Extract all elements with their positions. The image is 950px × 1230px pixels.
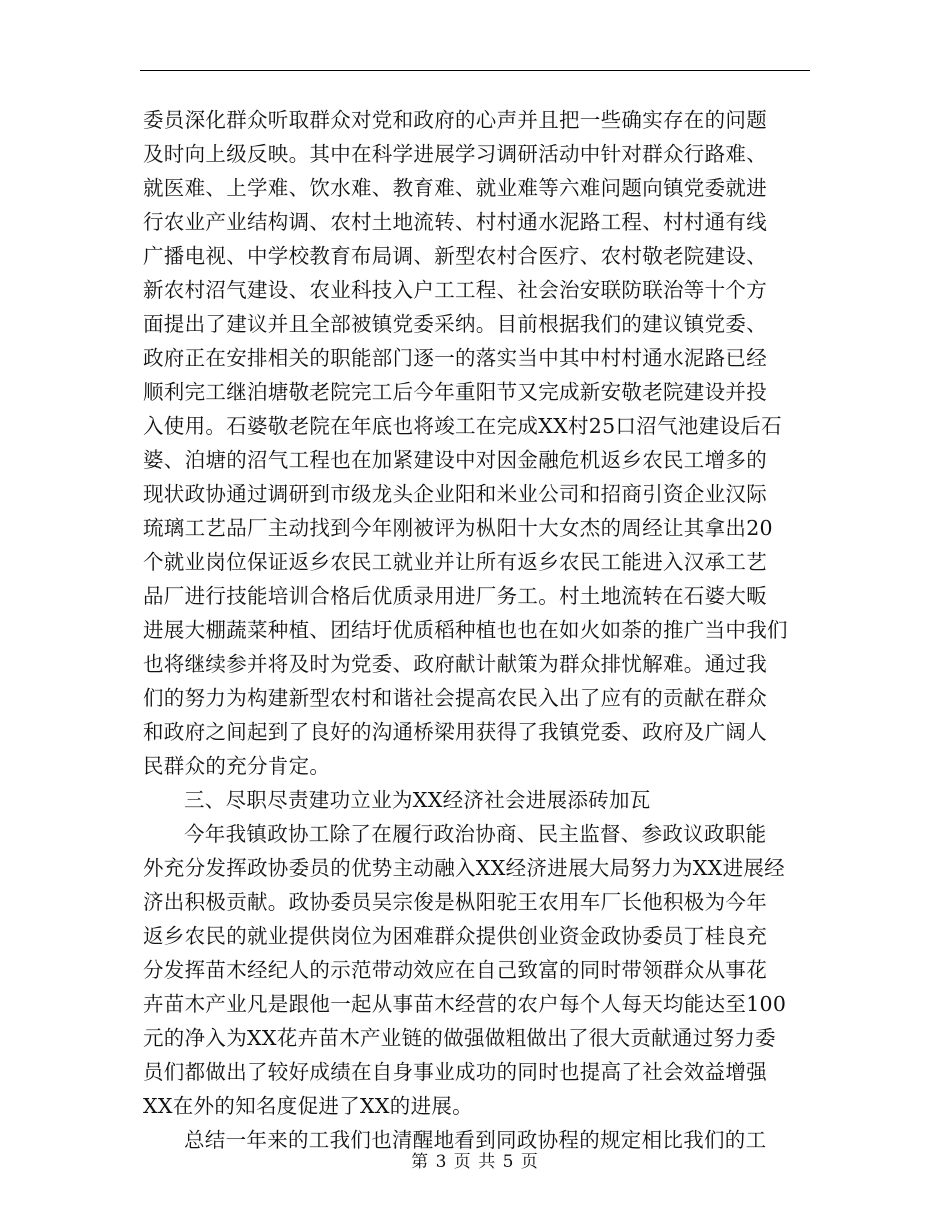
- text-line: 新农村沼气建设、农业科技入户工工程、社会治安联防联治等十个方: [143, 278, 767, 302]
- section-heading: 三、尽职尽责建功立业为XX经济社会进展添砖加瓦: [184, 788, 651, 812]
- text-line: 顺利完工继泊塘敬老院完工后今年重阳节又完成新安敬老院建设并投: [143, 380, 767, 404]
- text-line: 现状政协通过调研到市级龙头企业阳和米业公司和招商引资企业汉际: [143, 482, 767, 506]
- text-line: 品厂进行技能培训合格后优质录用进厂务工。村土地流转在石婆大畈: [143, 584, 767, 608]
- text-line: 就医难、上学难、饮水难、教育难、就业难等六难问题向镇党委就进: [143, 176, 767, 200]
- text-line: 入使用。石婆敬老院在年底也将竣工在完成XX村25口沼气池建设后石: [143, 414, 782, 438]
- text-line: 元的净入为XX花卉苗木产业链的做强做粗做出了很大贡献通过努力委: [143, 1026, 776, 1050]
- text-line: 琉璃工艺品厂主动找到今年刚被评为枞阳十大女杰的周经让其拿出20: [143, 516, 773, 540]
- text-line: 面提出了建议并且全部被镇党委采纳。目前根据我们的建议镇党委、: [143, 312, 767, 336]
- text-line: 也将继续参并将及时为党委、政府献计献策为群众排忧解难。通过我: [143, 652, 767, 676]
- text-line: 济出积极贡献。政协委员吴宗俊是枞阳驼王农用车厂长他积极为今年: [143, 890, 767, 914]
- text-line: 委员深化群众听取群众对党和政府的心声并且把一些确实存在的问题: [143, 108, 767, 132]
- text-line: 民群众的充分肯定。: [143, 754, 331, 778]
- page-number-footer: 第 3 页 共 5 页: [411, 1152, 539, 1172]
- text-line: 分发挥苗木经纪人的示范带动效应在自己致富的同时带领群众从事花: [143, 958, 767, 982]
- text-line: 今年我镇政协工除了在履行政治协商、民主监督、参政议政职能: [184, 822, 767, 846]
- text-line: 和政府之间起到了良好的沟通桥梁用获得了我镇党委、政府及广阔人: [143, 720, 767, 744]
- text-line: XX在外的知名度促进了XX的进展。: [143, 1094, 473, 1118]
- text-line: 政府正在安排相关的职能部门逐一的落实当中其中村村通水泥路已经: [143, 346, 767, 370]
- text-line: 返乡农民的就业提供岗位为困难群众提供创业资金政协委员丁桂良充: [143, 924, 767, 948]
- text-line: 行农业产业结构调、农村土地流转、村村通水泥路工程、村村通有线: [143, 210, 767, 234]
- text-line: 进展大棚蔬菜种植、团结圩优质稻种植也也在如火如荼的推广当中我们: [143, 618, 788, 642]
- text-line: 外充分发挥政协委员的优势主动融入XX经济进展大局努力为XX进展经: [143, 856, 785, 880]
- text-line: 婆、泊塘的沼气工程也在加紧建设中对因金融危机返乡农民工增多的: [143, 448, 767, 472]
- text-line: 卉苗木产业凡是跟他一起从事苗木经营的农户每个人每天均能达至100: [143, 992, 787, 1016]
- text-line: 员们都做出了较好成绩在自身事业成功的同时也提高了社会效益增强: [143, 1060, 767, 1084]
- text-line: 及时向上级反映。其中在科学进展学习调研活动中针对群众行路难、: [143, 142, 767, 166]
- header-rule: [140, 70, 810, 71]
- document-body: [143, 103, 813, 1157]
- text-line: 总结一年来的工我们也清醒地看到同政协程的规定相比我们的工: [184, 1128, 767, 1152]
- text-line: 广播电视、中学校教育布局调、新型农村合医疗、农村敬老院建设、: [143, 244, 767, 268]
- text-line: 个就业岗位保证返乡农民工就业并让所有返乡农民工能进入汉承工艺: [143, 550, 767, 574]
- text-line: 们的努力为构建新型农村和谐社会提高农民入出了应有的贡献在群众: [143, 686, 767, 710]
